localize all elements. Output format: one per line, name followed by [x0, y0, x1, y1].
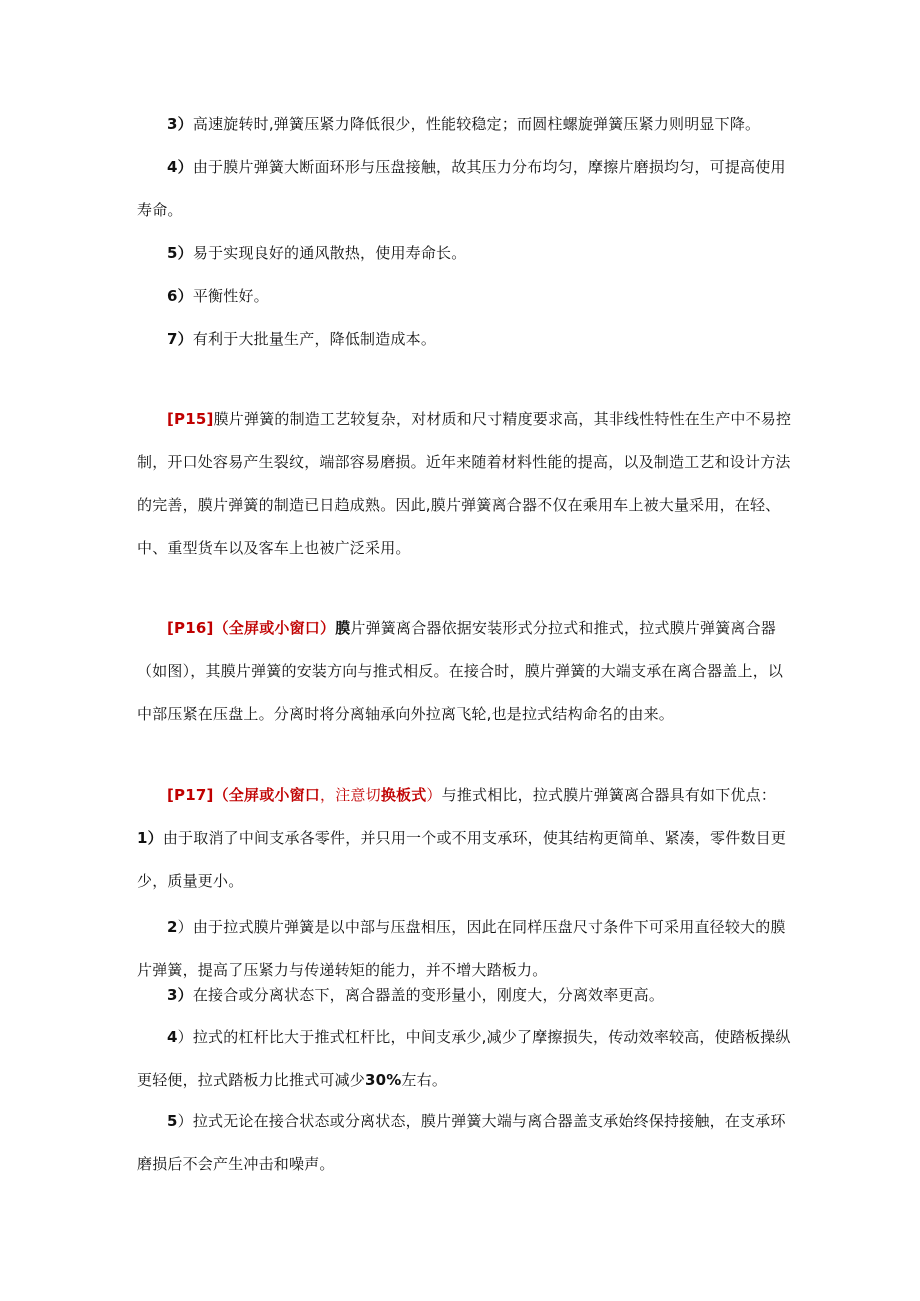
- list-item-7: [137, 318, 797, 361]
- display-note: （全屏或小窗口）: [213, 619, 336, 637]
- item-text: 有利于大批量生产，降低制造成本。: [192, 330, 437, 348]
- item-paren: ）: [177, 918, 193, 936]
- item-text: 在接合或分离状态下，离合器盖的变形量小，刚度大，分离效率更高。: [192, 986, 665, 1004]
- paragraph-text: 与推式相比，拉式膜片弹簧离合器具有如下优点：: [441, 786, 777, 804]
- item-text: 拉式的杠杆比大于推式杠杆比，中间支承少,减少了摩擦损失，传动效率较高，使踏板操纵更轻便，拉式踏板力比推式可减少: [137, 1028, 791, 1089]
- item-paren: ）: [177, 1028, 193, 1046]
- advantage-item-5: [137, 1100, 797, 1186]
- display-note-open: （全屏或小窗口: [213, 786, 320, 804]
- item-paren: ）: [177, 115, 193, 133]
- item-text: 由于拉式膜片弹簧是以中部与压盘相压，因此在同样压盘尺寸条件下可采用直径较大的膜片弹簧，提高了压紧力与传递转矩的能力，并不增大踏板力。: [137, 918, 786, 979]
- item-tail: 左右。: [401, 1071, 448, 1089]
- paragraph-p17: [137, 774, 797, 817]
- item-number: 3: [167, 986, 178, 1004]
- list-item-6: [137, 275, 797, 318]
- item-paren: ）: [147, 829, 163, 847]
- item-number: 5: [167, 244, 178, 262]
- item-number: 4: [167, 158, 178, 176]
- paragraph-text: 片弹簧离合器依据安装形式分拉式和推式，拉式膜片弹簧离合器（如图），其膜片弹簧的安装方向与推式相反。在接合时，膜片弹簧的大端支承在离合器盖上，以中部压紧在压盘上。分离时将分离轴承向外拉离飞轮,也是拉式结构命名的由来。: [137, 619, 784, 723]
- item-number: 2: [167, 918, 178, 936]
- item-number: 3: [167, 115, 178, 133]
- paragraph-p15: [137, 398, 797, 570]
- item-number: 6: [167, 287, 178, 305]
- paragraph-text: 膜片弹簧的制造工艺较复杂，对材质和尺寸精度要求高，其非线性特性在生产中不易控制，开口处容易产生裂纹，端部容易磨损。近年来随着材料性能的提高，以及制造工艺和设计方法的完善，膜片弹簧的制造已日趋成熟。因此,膜片弹簧离合器不仅在乘用车上被大量采用，在轻、中、重型货车以及客车上也被广泛采用。: [137, 410, 792, 557]
- item-paren: ）: [177, 986, 193, 1004]
- paragraph-p16: [137, 607, 797, 736]
- item-number: 1: [137, 829, 148, 847]
- item-number: 5: [167, 1112, 178, 1130]
- item-text: 拉式无论在接合状态或分离状态，膜片弹簧大端与离合器盖支承始终保持接触，在支承环磨损后不会产生冲击和噪声。: [137, 1112, 786, 1173]
- display-note-mid: ，注意切: [320, 786, 381, 804]
- slide-tag: [P16]: [167, 619, 214, 637]
- item-paren: ）: [177, 287, 193, 305]
- item-paren: ）: [177, 1112, 193, 1130]
- item-text: 易于实现良好的通风散热，使用寿命长。: [192, 244, 467, 262]
- item-text: 平衡性好。: [192, 287, 269, 305]
- display-note-close: ）: [426, 786, 442, 804]
- item-number: 7: [167, 330, 178, 348]
- item-text: 由于取消了中间支承各零件，并只用一个或不用支承环，使其结构更简单、紧凑，零件数目更少，质量更小。: [137, 829, 787, 890]
- list-item-4: [137, 146, 797, 232]
- item-paren: ）: [177, 330, 193, 348]
- item-paren: ）: [177, 158, 193, 176]
- advantage-item-3: [137, 974, 797, 1017]
- list-item-3: [137, 103, 797, 146]
- highlight-value: 30%: [365, 1071, 402, 1089]
- slide-tag: [P17]: [167, 786, 214, 804]
- list-item-5: [137, 232, 797, 275]
- lead-char: 膜: [335, 619, 351, 637]
- item-text: 高速旋转时,弹簧压紧力降低很少，性能较稳定；而圆柱螺旋弹簧压紧力则明显下降。: [192, 115, 761, 133]
- slide-tag: [P15]: [167, 410, 214, 428]
- advantage-item-4: [137, 1016, 797, 1102]
- item-number: 4: [167, 1028, 178, 1046]
- item-paren: ）: [177, 244, 193, 262]
- item-text: 由于膜片弹簧大断面环形与压盘接触，故其压力分布均匀，摩擦片磨损均匀，可提高使用寿命。: [137, 158, 786, 219]
- advantage-item-1: [137, 817, 797, 903]
- display-note-bold: 换板式: [380, 786, 427, 804]
